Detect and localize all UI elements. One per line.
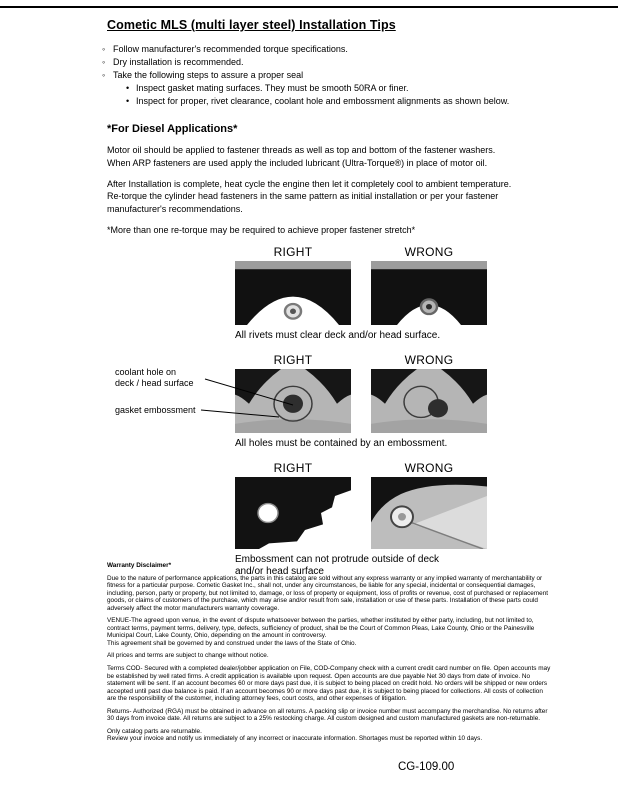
diesel-paragraph-motor-oil: Motor oil should be applied to fastener threads as well as top and bottom of the fastener washers. When ARP fasteners are used apply the included lubricant (Ultra-Torque®) in place of motor oil.: [107, 145, 496, 168]
page-top-rule: [0, 6, 618, 8]
right-label: RIGHT: [273, 460, 313, 475]
sub-tip-text: Inspect for proper, rivet clearance, coolant hole and embossment alignments as shown below.: [136, 96, 510, 107]
coolant-hole-wrong-image: [371, 369, 487, 433]
diagram-row-coolant-holes: [115, 352, 487, 449]
embossment-caption: Embossment can not protrude outside of deck and/or head surface: [235, 553, 440, 578]
embossment-right-image: [235, 477, 351, 549]
coolant-hole-right-image: [235, 369, 351, 433]
warranty-paragraph: Returns- Authorized (RGA) must be obtained in advance on all returns. A packing slip or invoice number must accompany the merchandise. No returns after 30 days from invoice date. All returns are subject to a 25% restocking charge. All custom designed and custom manufactured gaskets are non-returnable.: [107, 707, 548, 723]
tip-item: [102, 69, 580, 108]
embossment-wrong-image: [371, 477, 487, 549]
warranty-paragraph: Review your invoice and notify us immediately of any incorrect or inaccurate information. Shortages must be reported within 10 days.: [107, 735, 483, 743]
rivet-right-image: [235, 261, 351, 325]
installation-tips-document: [100, 18, 580, 591]
sub-tips-list: [126, 82, 580, 108]
rivet-caption: All rivets must clear deck and/or head surface.: [235, 329, 441, 341]
warranty-paragraph: Due to the nature of performance applications, the parts in this catalog are sold without any express warranty or any implied warranty of merchantability or fitness for a particular purpose. Cometic Gasket Inc., shall not, under any circumstances, be liable for any special, incidental or consequential damages, including, person, party or property, but not limited to, damage, or loss of property or equipment, loss of profits or revenue, cost of purchased or replacement goods, or claims of customers of the purchase, which may arise and/or result from sale, installation or use of these parts. Installation of these parts could adversely affect the motor manufacturers warranty coverage.: [107, 574, 549, 612]
tip-text: Dry installation is recommended.: [113, 57, 244, 68]
coolant-hole-caption: All holes must be contained by an embossment.: [235, 437, 448, 449]
warranty-paragraph: Only catalog parts are returnable.: [107, 727, 202, 735]
sub-tip-item: [126, 95, 580, 108]
wrong-label: WRONG: [404, 352, 454, 367]
tip-item: [102, 43, 580, 56]
tip-item: [102, 56, 580, 69]
warranty-disclaimer: [107, 562, 552, 748]
tip-text: Follow manufacturer's recommended torque specifications.: [113, 44, 348, 54]
right-label: RIGHT: [273, 244, 313, 259]
right-label: RIGHT: [273, 352, 313, 367]
warranty-paragraph: All prices and terms are subject to change without notice.: [107, 652, 269, 660]
rivet-wrong-image: [371, 261, 487, 325]
sub-tip-text: Inspect gasket mating surfaces. They must be smooth 50RA or finer.: [136, 83, 409, 94]
warranty-paragraph: This agreement shall be governed by and construed under the laws of the State of Ohio.: [107, 639, 357, 647]
diagram-row-rivets: [235, 245, 487, 341]
retorque-note: *More than one re-torque may be required to achieve proper fastener stretch*: [107, 225, 416, 236]
wrong-label: WRONG: [404, 460, 454, 475]
tips-list: [102, 43, 580, 108]
diesel-paragraph-heat-cycle: After Installation is complete, heat cycle the engine then let it completely cool to ambient temperature. Re-torque the cylinder head fasteners in the same pattern as initial installation or per your fastener manufacturer's recommendations.: [107, 179, 512, 214]
coolant-hole-label: coolant hole on deck / head surface: [115, 366, 194, 388]
diagram-row-embossment: [235, 461, 487, 579]
warranty-paragraph: VENUE-The agreed upon venue, in the event of dispute whatsoever between the parties, whether instituted by either party, including, but not limited to, contract terms, payment terms, delivery, type, defects, sufficiency of product, shall be the Court of Common Pleas, Lake County, Ohio or the Painesville Municipal Court, Lake County, Ohio, depending on the amount in controversy.: [107, 617, 535, 640]
diesel-applications-heading: *For Diesel Applications*: [107, 123, 238, 136]
warranty-paragraph: Terms COD- Secured with a completed dealer/jobber application on File, COD-Company check with a current credit card number on file. Open accounts may be established by well rated firms. A credit application is available upon request. Open accounts are due payable Net 30 days from date of invoice. No statement will be sent. If an account becomes 60 or more days past due, it is subject to being placed on credit hold. No orders will be shipped or new orders accepted until past due balance is paid. If an account becomes 90 or more days past due, it is subject to being placed for collections. All costs of collection are the responsibility of the customer, including attorney fees, court costs, and other expenses of litigation.: [107, 665, 551, 703]
tip-text: Take the following steps to assure a proper seal: [113, 70, 304, 81]
gasket-embossment-label: gasket embossment: [115, 404, 196, 415]
wrong-label: WRONG: [404, 244, 454, 259]
page-code: CG-109.00: [398, 761, 455, 773]
warranty-heading: Warranty Disclaimer*: [107, 562, 172, 569]
sub-tip-item: [126, 82, 580, 95]
page-title: Cometic MLS (multi layer steel) Installation Tips: [107, 18, 396, 32]
